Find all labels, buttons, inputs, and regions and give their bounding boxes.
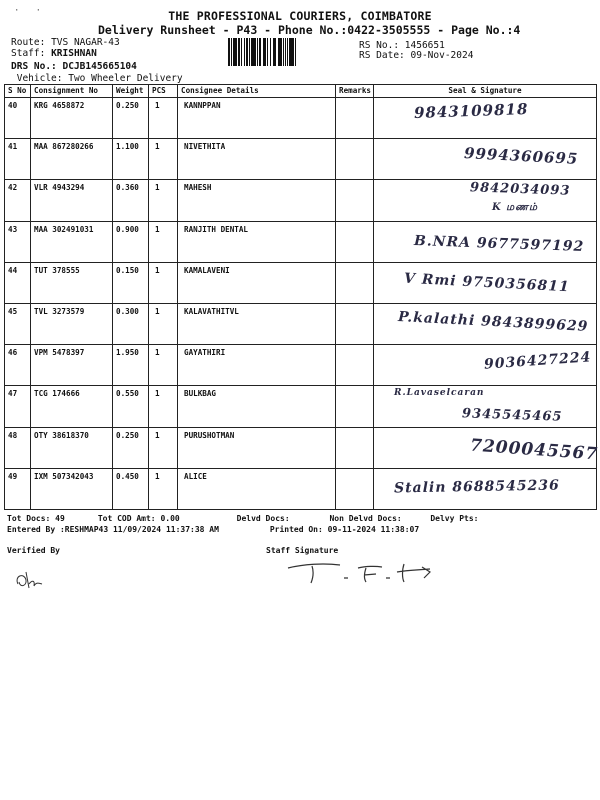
rs-no-value: 1456651	[404, 40, 445, 51]
handwritten-signature: Stalin 8688545236	[393, 477, 560, 497]
cell-consignee: NIVETHITA	[178, 139, 336, 180]
cell-consignment: VPM 5478397	[31, 345, 113, 386]
cell-pcs: 1	[149, 98, 178, 139]
rs-date-value: 09-Nov-2024	[410, 50, 474, 61]
cell-consignment: VLR 4943294	[31, 180, 113, 221]
cell-remarks	[336, 139, 374, 180]
rs-date-line	[359, 50, 473, 61]
table-row	[5, 345, 597, 386]
cell-weight: 0.150	[113, 262, 149, 303]
tot-docs: Tot Docs: 49	[7, 514, 65, 523]
table-row	[5, 262, 597, 303]
handwritten-signature: P.kalathi 9843899629	[397, 308, 589, 335]
cell-remarks	[336, 98, 374, 139]
handwritten-signature: 9842034093	[469, 180, 571, 200]
entry-line	[7, 525, 419, 534]
cell-consignee: BULKBAG	[178, 386, 336, 427]
cell-signature	[374, 427, 597, 468]
vehicle-label: Vehicle:	[16, 73, 63, 84]
cell-remarks	[336, 386, 374, 427]
company-title: THE PROFESSIONAL COURIERS, COIMBATORE	[168, 9, 432, 23]
cell-consignee: KAMALAVENI	[178, 262, 336, 303]
runsheet-title: Delivery Runsheet - P43 - Phone No.:0422-3505555 - Page No.:4	[98, 23, 521, 37]
cell-sno: 40	[5, 98, 31, 139]
cell-sno: 45	[5, 303, 31, 344]
cell-weight: 0.550	[113, 386, 149, 427]
table-row	[5, 386, 597, 427]
cell-signature	[374, 345, 597, 386]
staff-signature-label: Staff Signature	[266, 546, 339, 555]
cell-signature	[374, 180, 597, 221]
table-row	[5, 468, 597, 509]
cell-signature	[374, 386, 597, 427]
cell-consignee: KALAVATHITVL	[178, 303, 336, 344]
cell-weight: 1.950	[113, 345, 149, 386]
cell-consignment: TCG 174666	[31, 386, 113, 427]
cell-signature	[374, 303, 597, 344]
cell-consignee: ALICE	[178, 468, 336, 509]
cell-signature	[374, 139, 597, 180]
col-header-sno: S No	[5, 85, 31, 98]
handwritten-extra: K மணம்	[492, 202, 538, 214]
cell-pcs: 1	[149, 468, 178, 509]
runsheet-table	[4, 84, 597, 510]
cell-signature	[374, 468, 597, 509]
rs-date-label: RS Date:	[359, 50, 405, 61]
cell-weight: 0.250	[113, 427, 149, 468]
col-header-weight: Weight	[113, 85, 149, 98]
cell-sno: 43	[5, 221, 31, 262]
cell-remarks	[336, 303, 374, 344]
verified-by-label: Verified By	[7, 546, 60, 555]
cell-pcs: 1	[149, 386, 178, 427]
cell-pcs: 1	[149, 180, 178, 221]
handwritten-signature: 7200045567	[469, 435, 599, 464]
cell-remarks	[336, 262, 374, 303]
handwritten-signature: 9036427224	[483, 349, 592, 373]
cell-consignment: MAA 302491031	[31, 221, 113, 262]
cell-remarks	[336, 427, 374, 468]
table-row	[5, 427, 597, 468]
col-header-signature: Seal & Signature	[374, 85, 597, 98]
col-header-pcs: PCS	[149, 85, 178, 98]
col-header-consignment: Consignment No	[31, 85, 113, 98]
staff-line	[11, 48, 97, 59]
drs-line	[11, 61, 137, 72]
barcode-bar	[296, 38, 298, 66]
cell-sno: 42	[5, 180, 31, 221]
tot-cod: Tot COD Amt: 0.00	[97, 514, 180, 523]
table-row	[5, 139, 597, 180]
drs-label: DRS No.:	[11, 61, 57, 72]
handwritten-signature: B.NRA 9677597192	[413, 232, 585, 255]
cell-consignment: IXM 507342043	[31, 468, 113, 509]
staff-signature	[284, 558, 444, 588]
cell-consignee: GAYATHIRI	[178, 345, 336, 386]
handwritten-name: R.Lavaselcaran	[394, 388, 485, 399]
table-row	[5, 98, 597, 139]
col-header-consignee: Consignee Details	[178, 85, 336, 98]
vehicle-value: Two Wheeler Delivery	[68, 73, 183, 84]
cell-weight: 0.360	[113, 180, 149, 221]
handwritten-signature: V Rmi 9750356811	[403, 270, 571, 296]
drs-value: DCJB145665104	[62, 61, 137, 72]
cell-pcs: 1	[149, 345, 178, 386]
table-header-row	[5, 85, 597, 98]
route-line	[11, 37, 120, 48]
cell-sno: 44	[5, 262, 31, 303]
verified-signature	[12, 566, 52, 594]
cell-pcs: 1	[149, 303, 178, 344]
delvy-pts: Delvy Pts:	[430, 514, 479, 523]
cell-sno: 41	[5, 139, 31, 180]
delvd-docs: Delvd Docs:	[236, 514, 290, 523]
cell-weight: 0.300	[113, 303, 149, 344]
cell-consignee: PURUSHOTMAN	[178, 427, 336, 468]
cell-consignee: KANNPPAN	[178, 98, 336, 139]
staff-label: Staff:	[11, 48, 46, 59]
cell-consignee: RANJITH DENTAL	[178, 221, 336, 262]
cell-remarks	[336, 180, 374, 221]
totals-line	[7, 514, 478, 523]
vehicle-line	[11, 73, 183, 84]
table-row	[5, 303, 597, 344]
cell-remarks	[336, 345, 374, 386]
cell-weight: 0.250	[113, 98, 149, 139]
printed-on: Printed On: 09-11-2024 11:38:07	[269, 525, 420, 534]
cell-consignment: KRG 4658872	[31, 98, 113, 139]
cell-consignment: TUT 378555	[31, 262, 113, 303]
route-value: TVS NAGAR-43	[51, 37, 120, 48]
cell-sno: 47	[5, 386, 31, 427]
cell-sno: 48	[5, 427, 31, 468]
col-header-remarks: Remarks	[336, 85, 374, 98]
cell-pcs: 1	[149, 221, 178, 262]
cell-consignment: OTY 38618370	[31, 427, 113, 468]
table-row	[5, 221, 597, 262]
cell-weight: 1.100	[113, 139, 149, 180]
cell-consignment: MAA 867280266	[31, 139, 113, 180]
cell-pcs: 1	[149, 139, 178, 180]
entered-by: Entered By :RESHMAP43 11/09/2024 11:37:38 AM	[7, 525, 219, 534]
table-row	[5, 180, 597, 221]
cell-remarks	[336, 468, 374, 509]
cell-consignment: TVL 3273579	[31, 303, 113, 344]
handwritten-signature: 9843109818	[413, 100, 529, 122]
route-label: Route:	[11, 37, 46, 48]
rs-no-label: RS No.:	[359, 40, 400, 51]
cell-pcs: 1	[149, 427, 178, 468]
cell-weight: 0.450	[113, 468, 149, 509]
barcode	[228, 38, 352, 66]
corner-mark: · ·	[14, 6, 42, 16]
non-delvd-docs: Non Delvd Docs:	[329, 514, 402, 523]
cell-signature	[374, 98, 597, 139]
cell-pcs: 1	[149, 262, 178, 303]
cell-signature	[374, 262, 597, 303]
cell-consignee: MAHESH	[178, 180, 336, 221]
cell-remarks	[336, 221, 374, 262]
cell-sno: 49	[5, 468, 31, 509]
cell-weight: 0.900	[113, 221, 149, 262]
cell-sno: 46	[5, 345, 31, 386]
handwritten-signature: 9994360695	[463, 144, 579, 169]
handwritten-signature: 9345545465	[461, 406, 563, 426]
staff-value: KRISHNAN	[51, 48, 97, 59]
cell-signature	[374, 221, 597, 262]
